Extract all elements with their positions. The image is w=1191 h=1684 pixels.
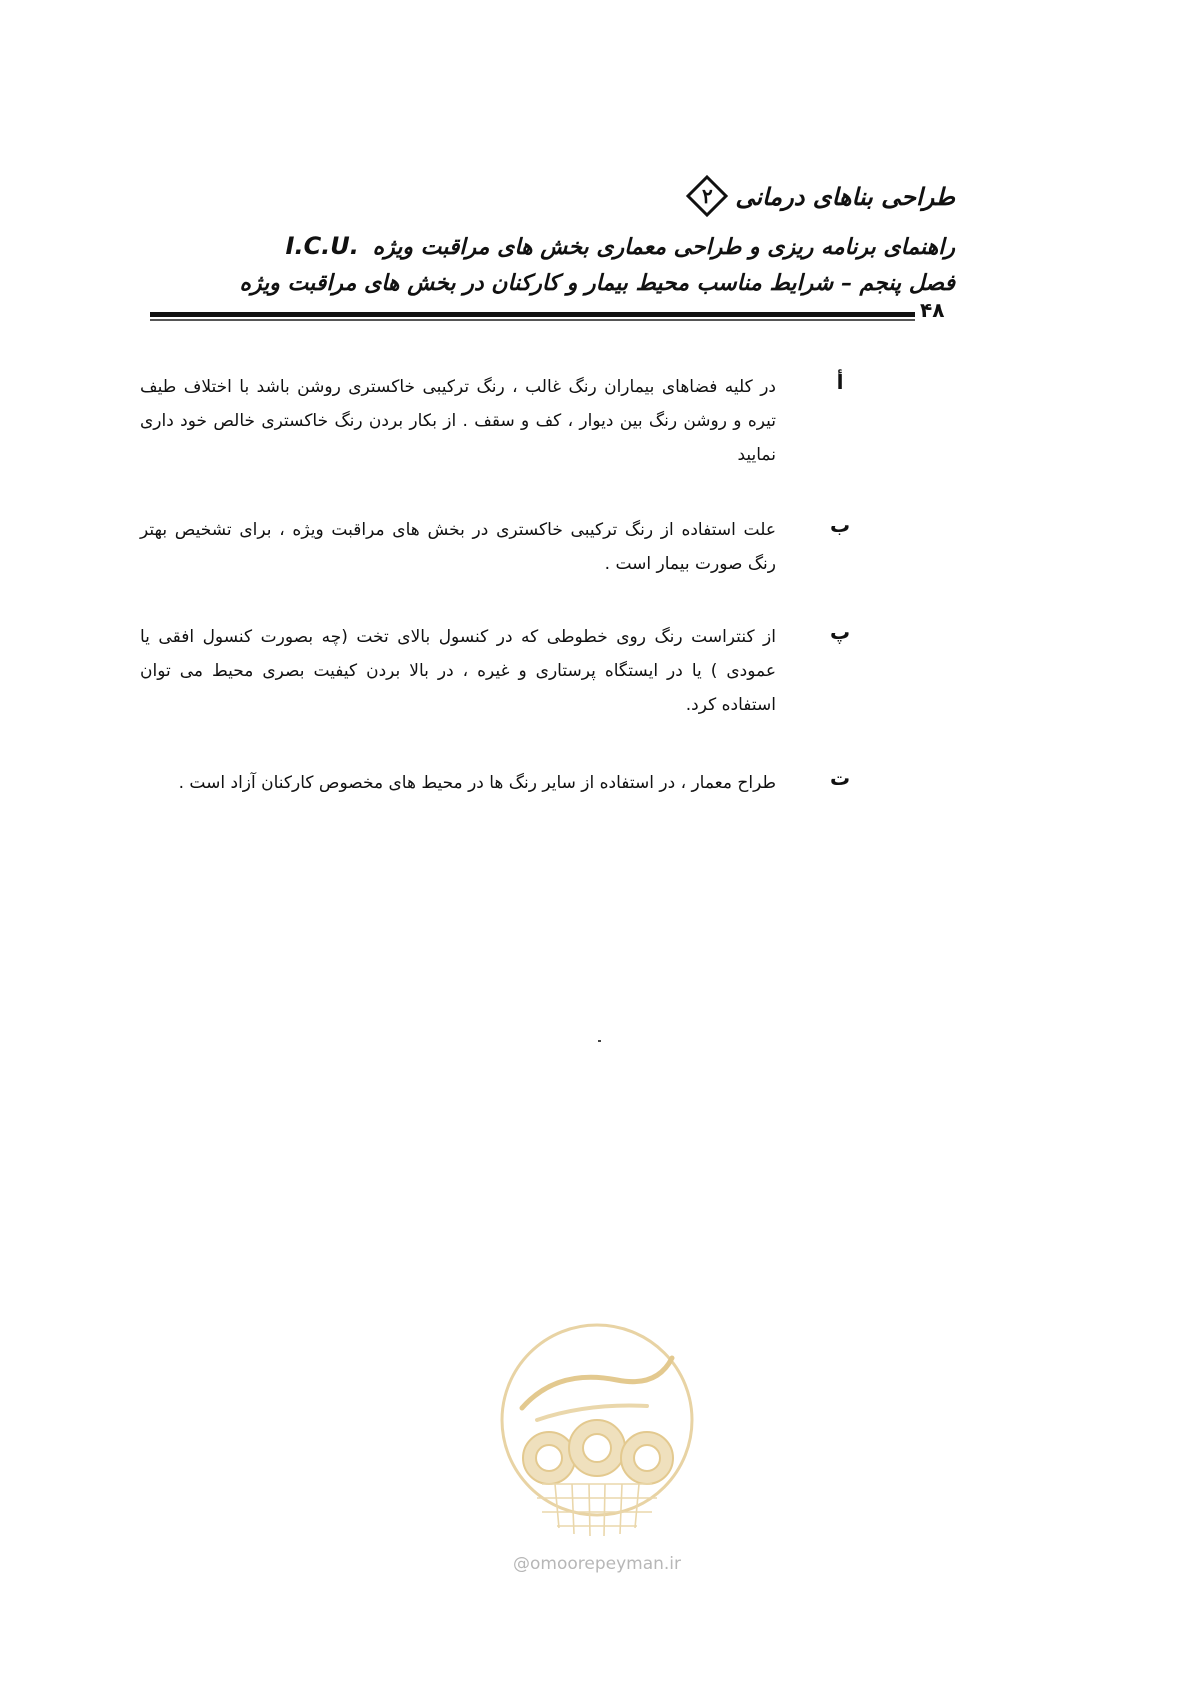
volume-badge <box>685 174 729 218</box>
page-number: ۴۸ <box>920 298 945 322</box>
watermark-url: @omoorepeyman.ir <box>512 1554 682 1574</box>
subtitle-code: I.C.U. <box>285 232 359 260</box>
subtitle: راهنمای برنامه ریزی و طراحی معماری بخش های مراقبت ویژه <box>372 234 955 260</box>
subtitle-line <box>140 232 955 260</box>
list-item-marker: پ <box>829 620 851 644</box>
volume-number: ۲ <box>701 184 713 208</box>
list-item-marker: ب <box>829 513 851 537</box>
list-item-text: از کنتراست رنگ روی خطوطی که در کنسول بالای تخت (چه بصورت کنسول افقی یا عمودی ) یا در ایستگاه پرستاری و غیره ، در بالا بردن کیفیت بصری محیط می توان استفاده کرد. <box>140 627 776 715</box>
watermark <box>497 1308 697 1586</box>
header-rule <box>150 312 915 321</box>
list-item-text: علت استفاده از رنگ ترکیبی خاکستری در بخش های مراقبت ویژه ، برای تشخیص بهتر رنگ صورت بیمار است . <box>140 520 776 574</box>
scan-speck <box>598 1040 601 1042</box>
chapter-title: فصل پنجم – شرایط مناسب محیط بیمار و کارکنان در بخش های مراقبت ویژه <box>239 270 955 296</box>
header-rule-thin <box>150 319 915 321</box>
series-title-line <box>140 174 955 218</box>
header-rule-thick <box>150 312 915 317</box>
list-item-marker: ت <box>829 766 851 790</box>
watermark-logo-icon <box>497 1308 697 1548</box>
series-title: طراحی بناهای درمانی <box>735 181 955 211</box>
list-item-marker: أ <box>836 370 844 394</box>
list-item-text: در کلیه فضاهای بیماران رنگ غالب ، رنگ ترکیبی خاکستری روشن باشد با اختلاف طیف تیره و روشن رنگ بین دیوار ، کف و سقف . از بکار بردن رنگ خاکستری خالص خود داری نمایید <box>140 377 776 465</box>
list-item-text: طراح معمار ، در استفاده از سایر رنگ ها در محیط های مخصوص کارکنان آزاد است . <box>178 773 776 793</box>
